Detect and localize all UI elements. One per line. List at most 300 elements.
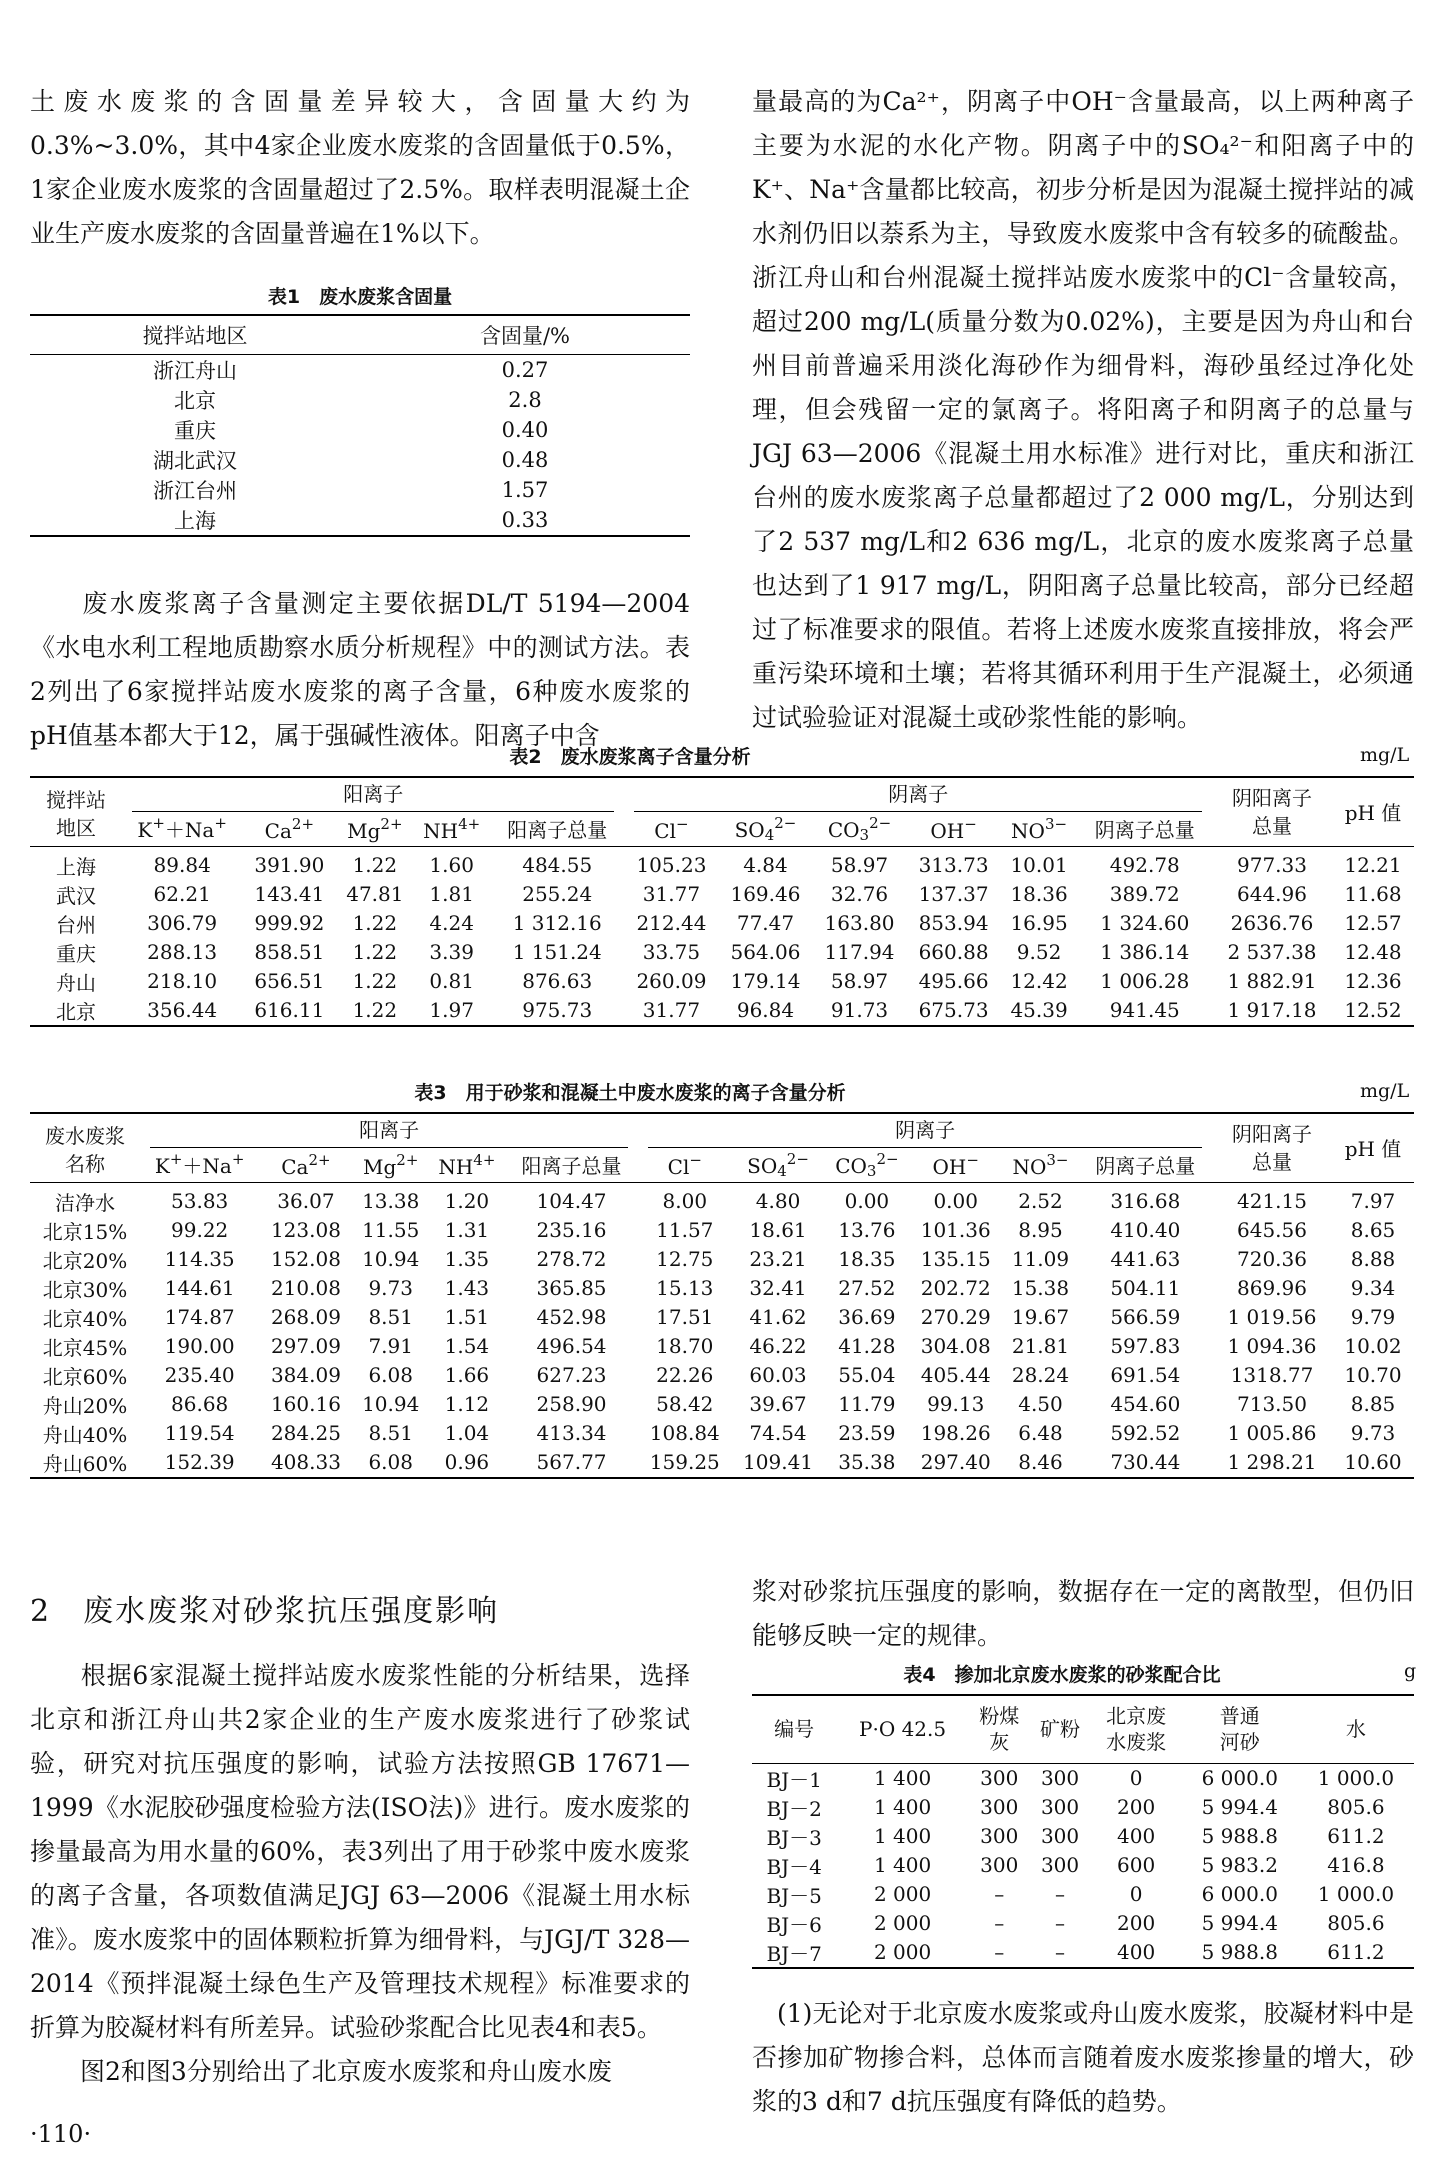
table3-cell: 0.96 [444,1450,490,1474]
table3-cell: 297.09 [270,1334,341,1358]
table4-cell: 400 [1117,1940,1156,1964]
table3-cell: 23.21 [749,1247,807,1271]
no3-header: $NO^{3-}$ [1011,814,1068,843]
table3-cell: 441.63 [1110,1247,1181,1271]
table3-row [30,1390,1414,1419]
table2-cell: 10.01 [1010,853,1068,877]
table2-cell: 11.68 [1344,882,1402,906]
table2-cell: 32.76 [830,882,889,906]
table2-cell: 1 006.28 [1100,969,1190,993]
table2-cell: 660.88 [918,940,989,964]
table2-cell: 2 537.38 [1227,940,1317,964]
table3-cell: 12.75 [656,1247,714,1271]
table2-cell: 977.33 [1237,853,1307,877]
table4-cell: – [1055,1882,1066,1906]
table3-cell: 6.48 [1018,1421,1063,1445]
table2-anion-label: 阴离子 [634,778,1202,812]
table3-cell: 北京60% [42,1364,128,1389]
table2-cell: 179.14 [730,969,801,993]
table1-cell: 重庆 [174,419,216,443]
table2-cell: 644.96 [1237,882,1307,906]
table4-cell: 600 [1117,1853,1156,1877]
table2-cell: 33.75 [642,940,701,964]
table4-cell: 2 000 [873,1911,932,1935]
table3-cell: 北京20% [42,1248,128,1273]
table3-cell: 舟山40% [42,1422,128,1447]
table3-cell: 713.50 [1237,1392,1307,1416]
table2-cell: 上海 [56,854,96,879]
table3-cell: 18.70 [656,1334,714,1358]
table3-cell: 567.77 [536,1450,607,1474]
table3-cell: 35.38 [838,1450,896,1474]
table4-header-line: P·O 42.5 [859,1717,947,1742]
table3-cell: 123.08 [270,1218,341,1242]
table2-cell: 96.84 [736,998,795,1022]
mortal-test-paragraph [30,1654,690,2050]
ion-analysis-text: 废水废浆离子含量测定主要依据DL/T 5194—2004《水电水利工程地质勘察水质分析规程》中的测试方法。表2列出了6家搅拌站废水废浆的离子含量，6种废水废浆的pH值基本都大于12，属于强碱性液体。阳离子中含 [30,589,690,750]
table3-cell: 174.87 [164,1305,235,1329]
table3-cell: 1 005.86 [1227,1421,1317,1445]
table3-cell: 869.96 [1237,1276,1307,1300]
table2-row [30,938,1414,967]
cation-total-header: 阳离子总量 [521,1154,622,1179]
table3-cell: 28.24 [1011,1363,1070,1387]
table4-row [752,1822,1414,1851]
table3-cell: 99.13 [927,1392,985,1416]
table3-cell: 27.52 [838,1276,896,1300]
table3-cell: 8.46 [1018,1450,1063,1474]
table1-row [30,505,690,536]
nh4-header: $NH^{4+}$ [438,1150,496,1179]
table4-cell: 300 [980,1795,1019,1819]
table4-row [752,1938,1414,1968]
table4-header-line: 矿粉 [1040,1717,1081,1742]
table4-row [752,1763,1414,1793]
table2 [30,776,1414,1027]
table3-cell: 15.13 [656,1276,714,1300]
table3-cell: 1.54 [444,1334,490,1358]
table3-cell: 17.51 [656,1305,714,1329]
table2-cell: 255.24 [522,882,593,906]
table3-cell: 8.85 [1350,1392,1396,1416]
table3-cell: 9.73 [368,1276,413,1300]
table2-cell: 137.37 [918,882,989,906]
ion-analysis-paragraph [30,582,690,758]
table3-cell: 1.12 [444,1392,490,1416]
table3-row [30,1361,1414,1390]
table2-cell: 58.97 [830,969,889,993]
table2-total-header [1212,777,1332,846]
table1-cell: 上海 [174,509,216,533]
table2-cell: 288.13 [147,940,218,964]
table2-cell: 999.92 [254,911,325,935]
table4-cell: 1 000.0 [1317,1766,1395,1790]
mortal-test-text: 根据6家混凝土搅拌站废水废浆性能的分析结果，选择北京和浙江舟山共2家企业的生产废水废浆进行了砂浆试验，研究对抗压强度的影响，试验方法按照GB 17671—1999《水泥胶砂强度检验方法(ISO法)》进行。废水废浆的掺量最高为用水量的60%，表3列出了用于砂浆中废水废浆的离子含量，各项数值满足JGJ 63—2006《混凝土用水标准》。废水废浆中的固体颗粒折算为细骨料，与JGJ/T 328—2014《预拌混凝土绿色生产及管理技术规程》标准要求的折算为胶凝材料有所差异。试验砂浆配合比见表4和表5。 [30,1661,690,2042]
table3-cell: 108.84 [649,1421,720,1445]
cl-header: Cl− [654,814,689,843]
table3-row [30,1274,1414,1303]
table3-cell: 365.85 [536,1276,607,1300]
table3-cell: 8.00 [662,1189,708,1213]
table4-header [969,1695,1030,1763]
anion-total-header: 阴离子总量 [1094,818,1195,843]
table2-cell: 12.42 [1010,969,1068,993]
table3-cell: 496.54 [536,1334,607,1358]
table2-col0-header [30,777,122,846]
table2-cell: 675.73 [918,998,989,1022]
table2-cell: 163.80 [824,911,895,935]
table3-cell: 101.36 [920,1218,991,1242]
table4-header-line: 灰 [989,1730,1010,1755]
table4-header-line: 水废浆 [1106,1730,1167,1755]
table2-cell: 218.10 [147,969,218,993]
table4-header-line: 水 [1345,1717,1366,1742]
table2-cell: 1.22 [352,911,398,935]
intro-paragraph: 土废水废浆的含固量差异较大，含固量大约为0.3%~3.0%，其中4家企业废水废浆的含固量低于0.5%，1家企业废水废浆的含固量超过了2.5%。取样表明混凝土企业生产废水废浆的含固量普遍在1%以下。 [30,87,690,248]
cation-discussion-paragraph: 量最高的为Ca²⁺，阴离子中OH⁻含量最高，以上两种离子主要为水泥的水化产物。阴离子中的SO₄²⁻和阳离子中的K⁺、Na⁺含量都比较高，初步分析是因为混凝土搅拌站的减水剂仍旧以萘系为主，导致废水废浆中含有较多的硫酸盐。浙江舟山和台州混凝土搅拌站废水废浆中的Cl⁻含量较高，超过200 mg/L(质量分数为0.02%)，主要是因为舟山和台州目前普遍采用淡化海砂作为细骨料，海砂虽经过净化处理，但会残留一定的氯离子。将阳离子和阴离子的总量与JGJ 63—2006《混凝土用水标准》进行对比，重庆和浙江台州的废水废浆离子总量都超过了2 000 mg/L，分别达到了2 537 mg/L和2 636 mg/L，北京的废水废浆离子总量也达到了1 917 mg/L，阴阳离子总量比较高，部分已经超过了标准要求的限值。若将上述废水废浆直接排放，将会严重污染环境和土壤；若将其循环利用于生产混凝土，必须通过试验验证对混凝土或砂浆性能的影响。 [752,87,1414,732]
table3 [30,1112,1414,1479]
table1-row [30,385,690,415]
table3-cell: 9.34 [1350,1276,1396,1300]
table2-row [30,909,1414,938]
table2-anion-group [624,777,1212,812]
table3-cell: 410.40 [1110,1218,1181,1242]
table2-row [30,996,1414,1026]
oh-header: OH− [932,1150,979,1179]
table3-cell: 2.52 [1018,1189,1063,1213]
table3-cell: 46.22 [749,1334,807,1358]
mg-header: $Mg^{2+}$ [363,1150,419,1179]
table1-cell: 0.33 [501,508,549,532]
table2-cell: 重庆 [56,941,96,966]
table2-cell: 12.21 [1344,853,1402,877]
k-na-header: K+＋Na+ [154,1150,245,1179]
table3-cell: 99.22 [171,1218,229,1242]
table3-cell: 408.33 [270,1450,341,1474]
table4-cell: BJ－6 [766,1912,822,1937]
table1-cell: 1.57 [501,478,549,502]
table4-header [1182,1695,1298,1763]
anion-total-header: 阴离子总量 [1095,1154,1196,1179]
table3-cell: 4.80 [755,1189,801,1213]
table3-cell: 6.08 [368,1363,413,1387]
table4-cell: 1 000.0 [1317,1882,1395,1906]
table1-header: 含固量/% [479,324,571,348]
table2-cell: 1 917.18 [1227,998,1317,1022]
table3-cell: 691.54 [1110,1363,1181,1387]
table2-cell: 941.45 [1109,998,1180,1022]
table3-cell: 452.98 [536,1305,607,1329]
table3-cell: 8.51 [368,1305,413,1329]
table3-cell: 4.50 [1018,1392,1063,1416]
table3-cell: 36.07 [277,1189,335,1213]
figure-ref-paragraph [30,2050,690,2094]
table2-cell: 91.73 [830,998,889,1022]
table2-cell: 1.22 [352,998,398,1022]
table3-cell: 278.72 [536,1247,607,1271]
table4-header [1090,1695,1181,1763]
table3-cell: 23.59 [838,1421,896,1445]
table3-cell: 159.25 [649,1450,720,1474]
table4-cell: 6 000.0 [1201,1882,1278,1906]
table2-cell: 4.24 [429,911,474,935]
table3-cell: 8.51 [368,1421,413,1445]
table3-col0-line1: 废水废浆 [45,1123,125,1148]
table4-unit: g [1404,1660,1417,1682]
table1-cell: 浙江台州 [153,479,237,503]
table3-cell: 421.15 [1237,1189,1307,1213]
table4-header [752,1695,836,1763]
table3-cell: 北京45% [42,1335,128,1360]
table1-cell: 2.8 [508,388,542,412]
table2-row [30,880,1414,909]
table3-cell: 152.39 [164,1450,235,1474]
table4-cell: BJ－7 [766,1941,822,1966]
table4-cell: 805.6 [1327,1911,1385,1935]
table4-row [752,1880,1414,1909]
table4-cell: – [994,1940,1005,1964]
table2-cell: 656.51 [254,969,325,993]
table3-cell: 10.70 [1344,1363,1402,1387]
table4-row [752,1851,1414,1880]
table3-cell: 198.26 [920,1421,991,1445]
table3-cell: 15.38 [1011,1276,1070,1300]
table2-cell: 1 151.24 [512,940,602,964]
table4-cell: 0 [1129,1766,1143,1790]
table2-cell: 484.55 [522,853,593,877]
table2-total-line2: 总量 [1252,813,1292,838]
table2-cell: 1.97 [429,998,474,1022]
table4-cell: 1 400 [873,1766,932,1790]
table4-cell: BJ－3 [766,1825,822,1850]
table4-cell: 300 [1040,1795,1080,1819]
table2-unit: mg/L [1360,744,1410,766]
table3-caption: 表3 用于砂浆和混凝土中废水废浆的离子含量分析 [414,1082,846,1104]
table4-cell: 300 [1040,1766,1080,1790]
table3-cell: 720.36 [1237,1247,1307,1271]
cl-header: Cl− [667,1150,702,1179]
table3-col0-header [30,1113,140,1182]
table2-cell: 169.46 [730,882,801,906]
table3-cell: 316.68 [1110,1189,1181,1213]
table4-cell: 6 000.0 [1201,1766,1278,1790]
table3-cell: 144.61 [164,1276,235,1300]
table3-cell: 210.08 [270,1276,341,1300]
table3-cell: 北京30% [42,1277,128,1302]
table4-cell: 5 994.4 [1201,1795,1278,1819]
table1-cell: 浙江舟山 [153,359,237,383]
table4-cell: 1 400 [873,1824,932,1848]
table2-cell: 12.52 [1344,998,1402,1022]
table4-cell: 0 [1129,1882,1143,1906]
table3-total-line1: 阴阳离子 [1232,1121,1312,1146]
dispersion-paragraph: 浆对砂浆抗压强度的影响，数据存在一定的离散型，但仍旧能够反映一定的规律。 [752,1577,1414,1650]
table2-row [30,967,1414,996]
table4-cell: BJ－4 [766,1854,822,1879]
table3-cell: 11.79 [838,1392,896,1416]
table1-row [30,445,690,475]
table3-row [30,1216,1414,1245]
table2-cell: 858.51 [254,940,325,964]
table4-cell: 300 [1040,1824,1080,1848]
table2-total-line1: 阴阳离子 [1232,785,1312,810]
table3-cell: 258.90 [536,1392,607,1416]
table3-cell: 1.31 [444,1218,490,1242]
table3-cell: 8.95 [1018,1218,1063,1242]
table3-cell: 10.02 [1344,1334,1402,1358]
co3-header: $CO_3^{2-}$ [835,1149,899,1180]
table3-cell: 297.40 [920,1450,991,1474]
table3-cell: 235.40 [164,1363,235,1387]
table2-cell: 31.77 [642,882,701,906]
table2-cell: 47.81 [346,882,404,906]
table3-cell: 152.08 [270,1247,341,1271]
table2-cell: 391.90 [254,853,325,877]
table4-header-line: 粉煤 [979,1704,1020,1729]
table2-cell: 9.52 [1016,940,1062,964]
table1-cell: 0.27 [501,358,549,382]
table3-cell: 74.54 [749,1421,807,1445]
table3-ph-header: pH 值 [1344,1137,1402,1162]
table4-cell: 416.8 [1327,1853,1385,1877]
table3-cell: 730.44 [1110,1450,1181,1474]
table2-cell: 31.77 [642,998,701,1022]
ca-header: $Ca^{2+}$ [264,814,315,843]
table3-row [30,1182,1414,1216]
table2-cell: 492.78 [1109,853,1180,877]
table3-cell: 384.09 [270,1363,341,1387]
table4-cell: 5 988.8 [1201,1824,1278,1848]
table4-header-line: 北京废 [1106,1704,1167,1729]
table1-header: 搅拌站地区 [142,324,248,348]
co3-header: $CO_3^{2-}$ [827,813,892,844]
table3-cell: 504.11 [1110,1276,1181,1300]
table2-cell: 212.44 [636,911,707,935]
table2-cell: 4.84 [743,853,788,877]
table3-cell: 10.94 [362,1247,420,1271]
table3-unit: mg/L [1360,1080,1410,1102]
table3-cell: 1.43 [444,1276,490,1300]
table4-cell: 5 994.4 [1201,1911,1278,1935]
table3-cell: 18.35 [838,1247,896,1271]
table4-header-line: 普通 [1219,1704,1260,1729]
table3-cell: 41.28 [838,1334,896,1358]
table3-cell: 7.97 [1350,1189,1396,1213]
table4-cell: – [994,1911,1005,1935]
table3-cell: 8.65 [1350,1218,1396,1242]
table3-cell: 10.94 [362,1392,420,1416]
table2-cell: 舟山 [56,970,96,995]
table4-cell: 1 400 [873,1795,932,1819]
table3-anion-group [638,1113,1212,1148]
table3-cell: 86.68 [171,1392,229,1416]
table3-cell: 39.67 [749,1392,807,1416]
table4-cell: BJ－1 [766,1767,822,1792]
table3-row [30,1303,1414,1332]
table3-cell: 11.55 [362,1218,420,1242]
table3-cell: 235.16 [536,1218,607,1242]
table2-ph-header: pH 值 [1344,801,1402,826]
table3-row [30,1448,1414,1478]
table2-cell: 616.11 [254,998,325,1022]
table3-cell: 119.54 [164,1421,235,1445]
table1-cell: 0.48 [501,448,549,472]
table3-cell: 1.51 [444,1305,490,1329]
table2-cell: 356.44 [147,998,218,1022]
table3-cell: 114.35 [164,1247,235,1271]
table2-cell: 564.06 [730,940,801,964]
table4-header-line: 河砂 [1219,1730,1260,1755]
table2-cation-group [122,777,624,812]
table2-cation-label: 阳离子 [132,778,614,812]
table3-cell: 284.25 [270,1421,341,1445]
table4-cell: – [1055,1940,1066,1964]
table3-cell: 160.16 [270,1392,341,1416]
table2-cell: 3.39 [429,940,474,964]
table4-header-line: 编号 [774,1717,815,1742]
table2-caption: 表2 废水废浆离子含量分析 [509,746,751,768]
table3-cell: 109.41 [743,1450,814,1474]
table4-cell: 2 000 [873,1940,932,1964]
table3-cell: 11.09 [1011,1247,1070,1271]
table4-header [1298,1695,1414,1763]
table4-cell: 5 983.2 [1201,1853,1278,1877]
ca-header: $Ca^{2+}$ [281,1150,331,1179]
table4-cell: – [994,1882,1005,1906]
nh4-header: $NH^{4+}$ [423,814,481,843]
table3-cell: 19.67 [1011,1305,1070,1329]
cation-total-header: 阳离子总量 [507,818,608,843]
table2-cell: 18.36 [1010,882,1068,906]
table2-cell: 16.95 [1010,911,1068,935]
table2-cell: 2636.76 [1230,911,1314,935]
page-number: ·110· [30,2120,92,2148]
table4-cell: 1 400 [873,1853,932,1877]
figure-ref-text: 图2和图3分别给出了北京废水废浆和舟山废水废 [80,2057,612,2086]
table3-cell: 41.62 [749,1305,807,1329]
table3-cell: 9.79 [1350,1305,1396,1329]
table3-row [30,1245,1414,1274]
table3-cell: 11.57 [656,1218,714,1242]
table2-cell: 313.73 [918,853,989,877]
table3-cell: 566.59 [1110,1305,1181,1329]
table1-row [30,475,690,505]
so4-header: $SO_4^{2-}$ [734,813,797,844]
table3-cell: 270.29 [920,1305,991,1329]
table2-cell: 389.72 [1109,882,1180,906]
table2-cell: 105.23 [636,853,707,877]
table3-cell: 304.08 [920,1334,991,1358]
table1-cell: 北京 [174,389,216,413]
section-2-heading: 2 废水废浆对砂浆抗压强度影响 [30,1594,500,1629]
table3-cation-group [140,1113,638,1148]
table2-cell: 117.94 [824,940,895,964]
table3-cell: 627.23 [536,1363,607,1387]
table2-cell: 260.09 [636,969,707,993]
table2-cell: 89.84 [153,853,211,877]
table4-cell: 400 [1117,1824,1156,1848]
so4-header: $SO_4^{2-}$ [747,1149,809,1180]
table2-cell: 1 882.91 [1227,969,1317,993]
table3-cell: 8.88 [1350,1247,1396,1271]
table3-cell: 10.60 [1344,1450,1402,1474]
table3-cell: 舟山60% [42,1451,128,1476]
table3-cell: 7.91 [368,1334,413,1358]
table4-cell: 300 [1040,1853,1080,1877]
table4-cell: 611.2 [1327,1824,1385,1848]
table3-col0-line2: 名称 [65,1151,105,1176]
table3-cell: 202.72 [920,1276,991,1300]
